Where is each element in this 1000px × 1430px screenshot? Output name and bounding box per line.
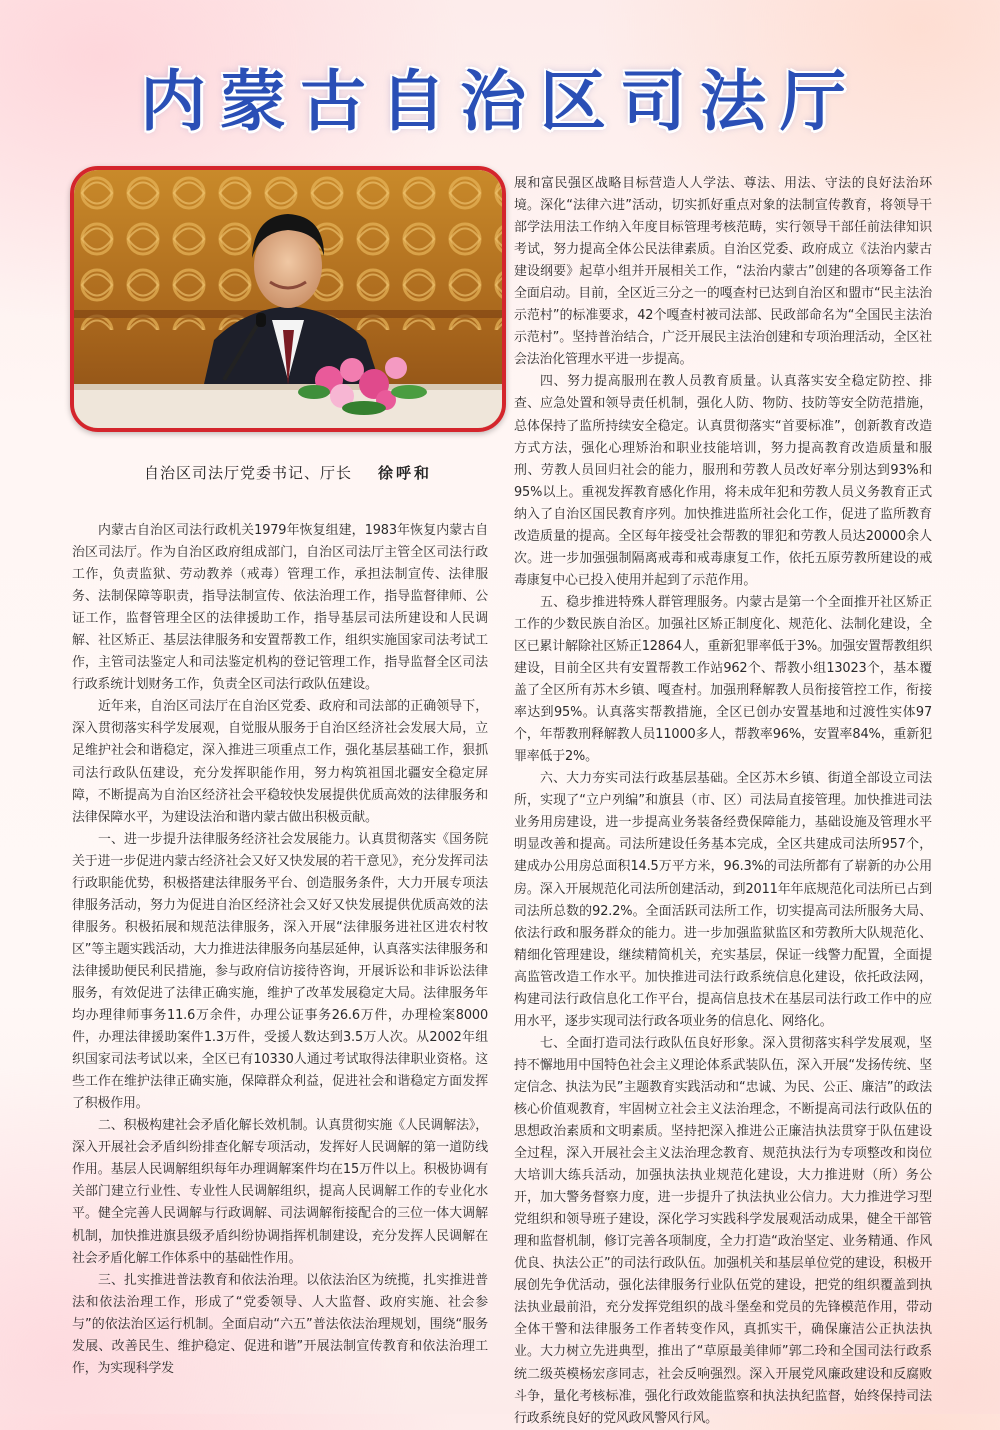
- official-portrait-photo: [70, 166, 506, 432]
- paragraph: 内蒙古自治区司法行政机关1979年恢复组建，1983年恢复内蒙古自治区司法厅。作为自治区政府组成部门，自治区司法厅主管全区司法行政工作，负责监狱、劳动教养（戒毒）管理工作，承担法制宣传、法律服务、法制保障等职责，指导法制宣传、依法治理工作，指导监督律师、公证工作，监督管理全区的法律援助工作，指导基层司法所建设和人民调解、社区矫正、基层法律服务和安置帮教工作，组织实施国家司法考试工作，主管司法鉴定人和司法鉴定机构的登记管理工作，指导监督全区司法行政系统计划财务工作，负责全区司法行政队伍建设。: [72, 523, 488, 693]
- paragraph: 二、积极构建社会矛盾化解长效机制。认真贯彻实施《人民调解法》，深入开展社会矛盾纠纷排查化解专项活动，发挥好人民调解的第一道防线作用。基层人民调解组织每年办理调解案件均在15万件以上。积极协调有关部门建立行业性、专业性人民调解组织，提高人民调解工作的专业化水平。健全完善人民调解与行政调解、司法调解衔接配合的三位一体大调解机制，加快推进旗县级矛盾纠纷协调指挥机制建设，充分发挥人民调解在社会矛盾化解工作体系中的基础性作用。: [72, 1118, 488, 1266]
- page-title: 内蒙古自治区司法厅: [140, 63, 860, 140]
- paragraph-continued: 展和富民强区战略目标营造人人学法、尊法、用法、守法的良好法治环境。深化“法律六进”活动，切实抓好重点对象的法制宣传教育，将领导干部学法用法工作纳入年度目标管理考核范畴，实行领导干部任前法律知识考试，努力提高全体公民法律素质。自治区党委、政府成立《法治内蒙古建设纲要》起草小组并开展相关工作，“法治内蒙古”创建的各项筹备工作全面启动。目前，全区近三分之一的嘎查村已达到自治区和盟市“民主法治示范村”的标准要求，42个嘎查村被司法部、民政部命名为“全国民主法治示范村”。坚持普治结合，广泛开展民主法治创建和专项治理活动，全区社会法治化管理水平进一步提高。: [514, 176, 932, 368]
- paragraph: 五、稳步推进特殊人群管理服务。内蒙古是第一个全面推开社区矫正工作的少数民族自治区。加强社区矫正制度化、规范化、法制化建设，全区已累计解除社区矫正12864人，重新犯罪率低于3%。加强安置帮教组织建设，目前全区共有安置帮教工作站962个、帮教小组13023个，基本覆盖了全区所有苏木乡镇、嘎查村。加强刑释解教人员衔接管控工作，衔接率达到95%。认真落实帮教措施，全区已创办安置基地和过渡性实体97个，年帮教刑释解教人员11000多人，帮教率96%，安置率84%，重新犯罪率低于2%。: [514, 594, 932, 765]
- paragraph: 近年来，自治区司法厅在自治区党委、政府和司法部的正确领导下，深入贯彻落实科学发展观，自觉服从服务于自治区经济社会发展大局，立足维护社会和谐稳定，深入推进三项重点工作，强化基层基础工作，狠抓司法行政队伍建设，充分发挥职能作用，努力构筑祖国北疆安全稳定屏障，不断提高为自治区经济社会平稳较快发展提供优质高效的法律服务和法律保障水平，为建设法治和谐内蒙古做出积极贡献。: [72, 699, 488, 825]
- photo-caption: [70, 462, 506, 483]
- paragraph: 七、全面打造司法行政队伍良好形象。深入贯彻落实科学发展观，坚持不懈地用中国特色社会主义理论体系武装队伍，深入开展“发扬传统、坚定信念、执法为民”主题教育实践活动和“忠诚、为民、公正、廉洁”的政法核心价值观教育，牢固树立社会主义法治理念，不断提高司法行政队伍的思想政治素质和文明素质。坚持把深入推进公正廉洁执法贯穿于队伍建设全过程，深入开展社会主义法治理念教育、规范执法行为专项整改和岗位大培训大练兵活动，加强执法执业规范化建设，大力推进财（所）务公开，加大警务督察力度，进一步提升了执法执业公信力。大力推进学习型党组织和领导班子建设，深化学习实践科学发展观活动成果，健全干部管理和监督机制，修订完善各项制度，全力打造“政治坚定、业务精通、作风优良、执法公正”的司法行政队伍。加强机关和基层单位党的建设，积极开展创先争优活动，强化法律服务行业队伍党的建设，把党的组织覆盖到执法执业最前沿，充分发挥党组织的战斗堡垒和党员的先锋模范作用，带动全体干警和法律服务工作者转变作风，真抓实干，确保廉洁公正执法执业。大力树立先进典型，推出了“草原最美律师”郭二玲和全国司法行政系统二级英模杨宏彦同志，社会反响强烈。深入开展党风廉政建设和反腐败斗争，量化考核标准，强化行政效能监察和执法执纪监督，始终保持司法行政系统良好的党风政风警风行风。: [514, 1035, 932, 1426]
- left-column: [72, 520, 488, 1380]
- caption-name: 徐呼和: [378, 464, 433, 482]
- paragraph: 六、大力夯实司法行政基层基础。全区苏木乡镇、街道全部设立司法所，实现了“立户列编”和旗县（市、区）司法局直接管理。加快推进司法业务用房建设，进一步提高业务装备经费保障能力，基础设施及管理水平明显改善和提高。司法所建设任务基本完成，全区共建成司法所957个，建成办公用房总面积14.5万平方米，96.3%的司法所都有了崭新的办公用房。深入开展规范化司法所创建活动，到2011年年底规范化司法所已占到司法所总数的92.2%。全面活跃司法所工作，切实提高司法所服务大局、依法行政和服务群众的能力。进一步加强监狱监区和劳教所大队规范化、精细化管理建设，继续精简机关，充实基层，保证一线警力配置，全面提高监管改造工作水平。加快推进司法行政系统信息化建设，依托政法网，构建司法行政信息化工作平台，提高信息技术在基层司法行政工作中的应用水平，逐步实现司法行政各项业务的信息化、网络化。: [514, 771, 932, 1029]
- caption-role: 自治区司法厅党委书记、厅长: [143, 464, 352, 482]
- paragraph: 四、努力提高服刑在教人员教育质量。认真落实安全稳定防控、排查、应急处置和领导责任机制，强化人防、物防、技防等安全防范措施，总体保持了监所持续安全稳定。认真贯彻落实“首要标准”，创新教育改造方式方法，强化心理矫治和职业技能培训，努力提高教育改造质量和服刑、劳教人员回归社会的能力，服刑和劳教人员改好率分别达到93%和95%以上。重视发挥教育感化作用，将未成年犯和劳教人员义务教育正式纳入了自治区国民教育序列。加快推进监所社会化工作，促进了监所教育改造质量的提高。全区每年接受社会帮教的罪犯和劳教人员达20000余人次。进一步加强强制隔离戒毒和戒毒康复工作，依托五原劳教所建设的戒毒康复中心已投入使用并起到了示范作用。: [514, 374, 932, 588]
- paragraph: 三、扎实推进普法教育和依法治理。以依法治区为统揽，扎实推进普法和依法治理工作，形成了“党委领导、人大监督、政府实施、社会参与”的依法治区运行机制。全面启动“六五”普法依法治理规划，围绕“服务发展、改善民生、维护稳定、促进和谐”开展法制宣传教育和依法治理工作，为实现科学发: [72, 1272, 488, 1376]
- right-column: [514, 173, 932, 1430]
- paragraph: 一、进一步提升法律服务经济社会发展能力。认真贯彻落实《国务院关于进一步促进内蒙古经济社会又好又快发展的若干意见》，充分发挥司法行政职能优势，积极搭建法律服务平台、创造服务条件，大力开展专项法律服务活动，努力为促进自治区经济社会又好又快发展提供优质高效的法律服务。积极拓展和规范法律服务，深入开展“法律服务进社区进农村牧区”等主题实践活动，大力推进法律服务向基层延伸，认真落实法律服务和法律援助便民利民措施，参与政府信访接待咨询，开展诉讼和非诉讼法律服务，有效促进了法律正确实施，维护了改革发展稳定大局。法律服务年均办理律师事务11.6万余件，办理公证事务26.6万件，办理检案8000件，办理法律援助案件1.3万件，受援人数达到3.5万人次。从2002年组织国家司法考试以来，全区已有10330人通过考试取得法律职业资格。这些工作在维护法律正确实施，保障群众利益，促进社会和谐稳定方面发挥了积极作用。: [72, 831, 488, 1112]
